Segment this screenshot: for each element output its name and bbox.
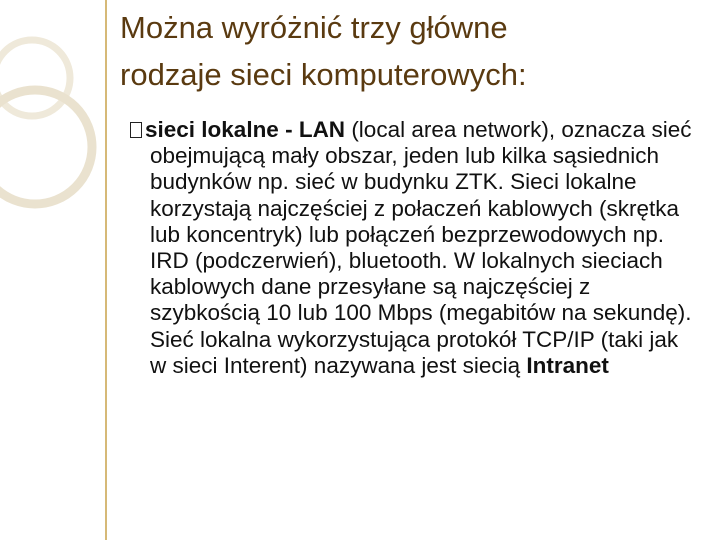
decor-circle-small	[0, 40, 70, 116]
bullet-closing-term: Intranet	[526, 352, 609, 378]
bullet-term: sieci lokalne - LAN	[145, 117, 346, 142]
bullet-body: (local area network), oznacza sieć obejmującą mały obszar, jeden lub kilka sąsiednich budynków np. sieć w budynku ZTK. Sieci lokalne korzystają najczęściej z połaczeń kablowych (skrętka lub koncentryk) lub połączeń bezprzewodowych np. IRD (podczerwień), bluetooth. W lokalnych sieciach kablowych dane przesyłane są najczęściej z szybkością 10 lub 100 Mbps (megabitów na sekundę). Sieć lokalna wykorzystująca protokół TCP/IP (taki jak w sieci Interent) nazywana jest siecią	[150, 117, 692, 378]
missing-glyph-box-icon	[130, 122, 142, 138]
bullet-list	[130, 117, 700, 379]
slide-title-line-2: rodzaje sieci komputerowych:	[120, 57, 527, 92]
bullet-item	[130, 117, 700, 379]
decor-circle-large	[0, 90, 92, 204]
slide-title	[120, 4, 700, 98]
slide-title-line-1: Można wyróżnić trzy główne	[120, 10, 508, 45]
